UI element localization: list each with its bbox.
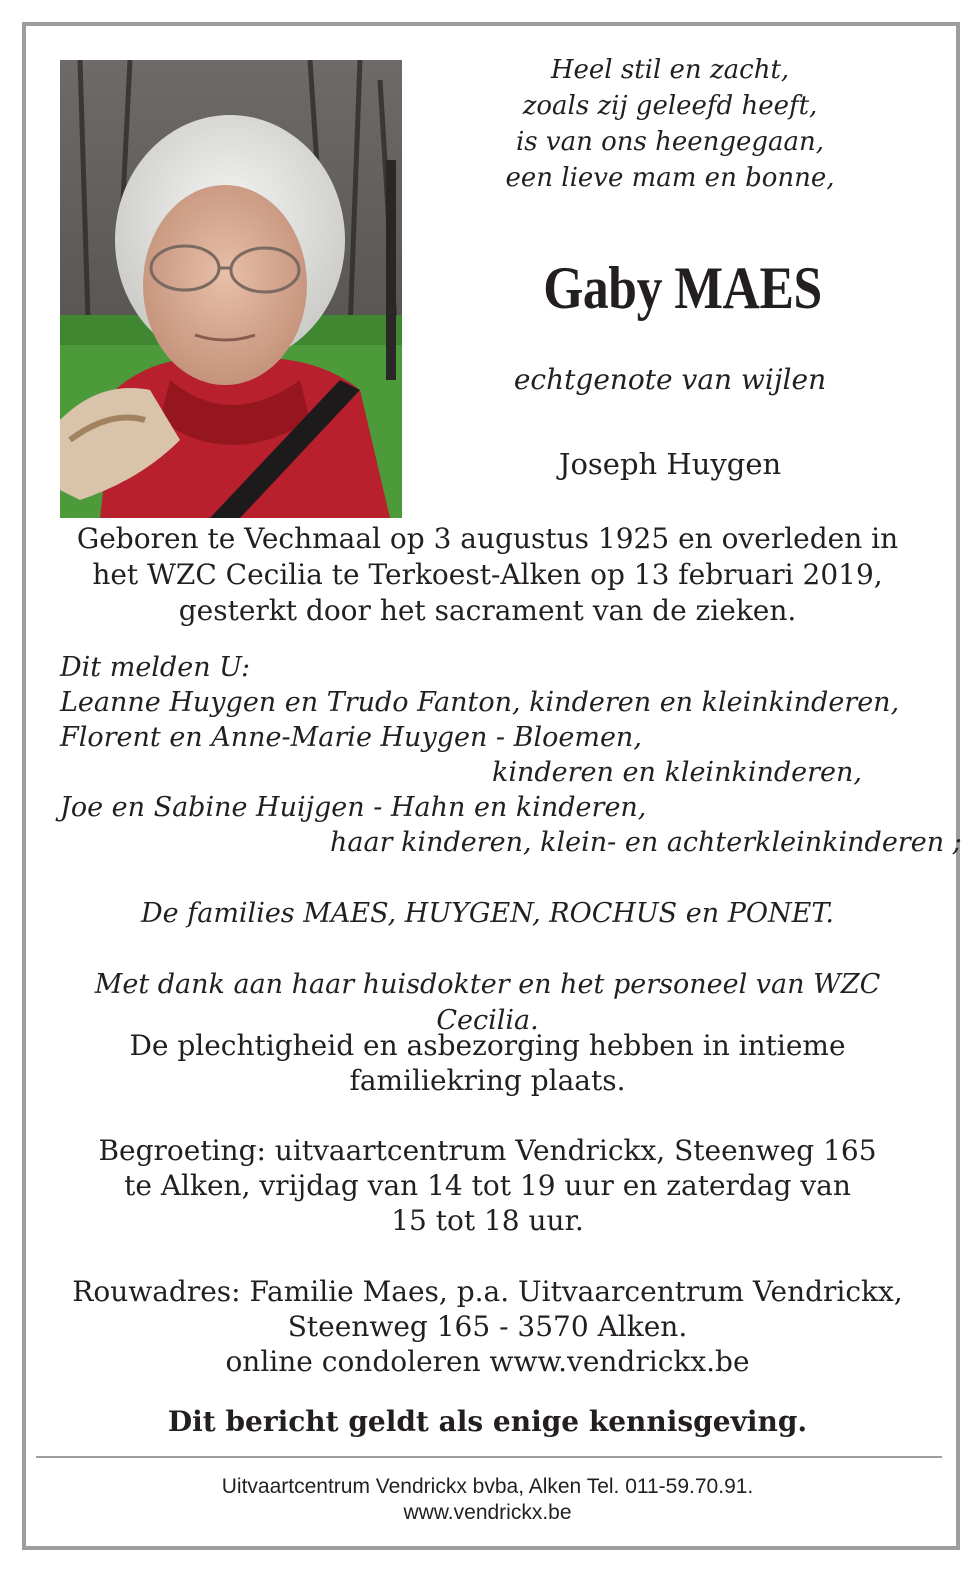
announcement-line: haar kinderen, klein- en achterkleinkinderen ;: [330, 827, 962, 858]
announcement-line: Joe en Sabine Huijgen - Hahn en kinderen,: [60, 792, 647, 823]
announcement-line: Florent en Anne-Marie Huygen - Bloemen,: [60, 722, 642, 753]
poem-line: een lieve mam en bonne,: [505, 163, 835, 193]
text-line: Geboren te Vechmaal op 3 augustus 1925 en overleden in: [76, 522, 899, 555]
divider: [36, 1456, 942, 1458]
poem: [440, 52, 900, 196]
text-line: het WZC Cecilia te Terkoest-Alken op 13 februari 2019,: [92, 558, 883, 591]
text-line: Begroeting: uitvaartcentrum Vendrickx, Steenweg 165: [98, 1134, 877, 1167]
notice-line: Dit bericht geldt als enige kennisgeving.: [167, 1405, 808, 1438]
greeting-text: [40, 1133, 935, 1238]
announcement-line: Leanne Huygen en Trudo Fanton, kinderen en kleinkinderen,: [60, 687, 900, 718]
ceremony-text: [40, 1028, 935, 1098]
spouse-name: Joseph Huygen: [558, 447, 782, 481]
announcement-intro: Dit melden U:: [60, 652, 251, 683]
thanks-line: Met dank aan haar huisdokter en het personeel van WZC Cecilia.: [94, 969, 881, 1036]
announcement-line: kinderen en kleinkinderen,: [492, 757, 862, 788]
text-line: te Alken, vrijdag van 14 tot 19 uur en zaterdag van: [124, 1169, 851, 1202]
text-line: gesterkt door het sacrament van de zieken.: [178, 594, 797, 627]
footer: [40, 1474, 935, 1526]
deceased-name: Gaby MAES: [543, 255, 822, 321]
poem-line: is van ons heengegaan,: [515, 127, 825, 157]
text-line: familiekring plaats.: [349, 1064, 626, 1097]
birth-death-text: [40, 521, 935, 629]
condolence-link[interactable]: online condoleren www.vendrickx.be: [225, 1345, 750, 1378]
mourning-address: [40, 1274, 935, 1379]
poem-line: Heel stil en zacht,: [550, 55, 790, 85]
poem-line: zoals zij geleefd heeft,: [522, 91, 818, 121]
portrait-photo: [60, 60, 402, 518]
footer-company: Uitvaartcentrum Vendrickx bvba, Alken Tel. 011-59.70.91.: [221, 1475, 754, 1498]
spouse-intro: echtgenote van wijlen: [513, 363, 827, 396]
announcement: [60, 650, 962, 860]
text-line: De plechtigheid en asbezorging hebben in intieme: [129, 1029, 846, 1062]
footer-website-link[interactable]: www.vendrickx.be: [403, 1501, 572, 1524]
families-line: De families MAES, HUYGEN, ROCHUS en PONET.: [141, 898, 834, 929]
text-line: Rouwadres: Familie Maes, p.a. Uitvaarcentrum Vendrickx,: [72, 1275, 903, 1308]
text-line: 15 tot 18 uur.: [391, 1204, 584, 1237]
text-line: Steenweg 165 - 3570 Alken.: [287, 1310, 688, 1343]
